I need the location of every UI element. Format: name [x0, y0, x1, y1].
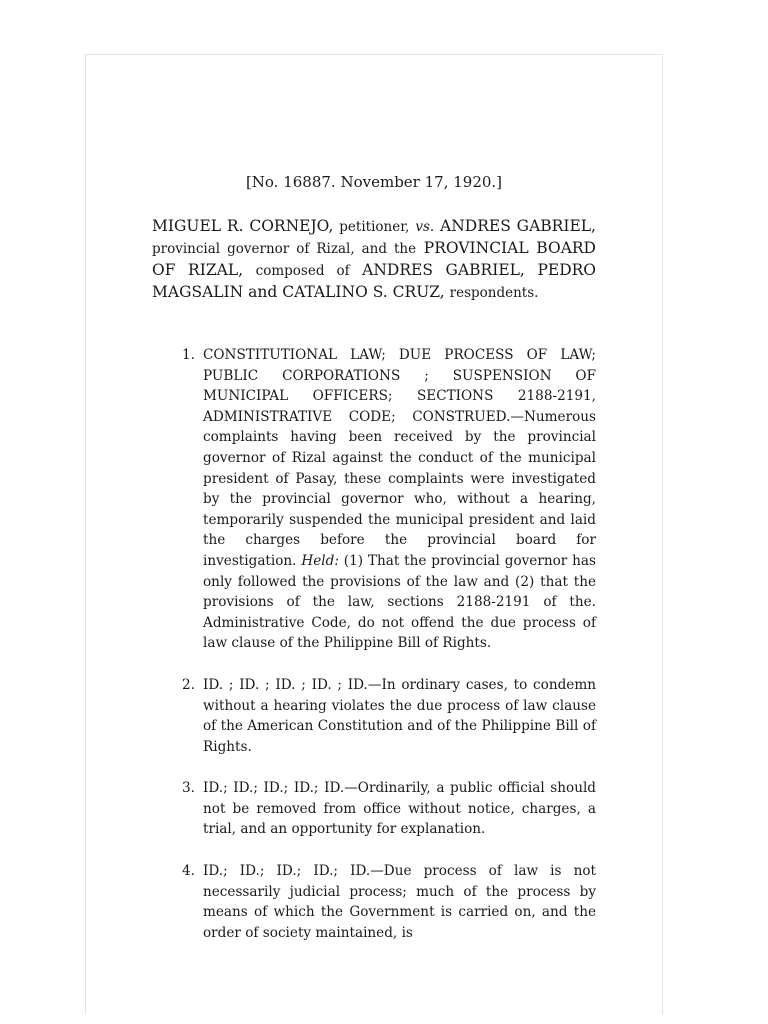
syllabus-item [182, 675, 596, 757]
respondent-name: ANDRES GABRIEL, [440, 217, 596, 235]
item-number: 3. [182, 780, 195, 797]
syllabus-list [182, 345, 596, 964]
item-text: ID.; ID.; ID.; ID.; ID.—Ordinarily, a public official should not be removed from office without notice, charges, a trial, and an opportunity for explanation. [203, 780, 596, 838]
board-members: ANDRES GABRIEL, PEDRO MAGSALIN and CATALINO S. CRUZ, [152, 261, 596, 301]
document-page [85, 54, 663, 1014]
syllabus-item [182, 861, 596, 943]
syllabus-item [182, 345, 596, 654]
item-text: ID.; ID.; ID.; ID.; ID.—Due process of law is not necessarily judicial process; much of the process by means of which the Government is carried on, and the order of society maintained, is [203, 863, 596, 941]
petitioner-name: MIGUEL R. CORNEJO, [152, 217, 334, 235]
petitioner-role: petitioner, [339, 219, 410, 235]
composed-of: composed of [255, 263, 350, 279]
item-text-continued: (1) That the provincial governor has only followed the provisions of the law and (2) that the provisions of the law, sections 2188-2191 of the. Administrative Code, do not offend the due process of law clause of the Philippine Bill of Rights. [203, 552, 596, 652]
respondent-description: provincial governor of Rizal, and the [152, 241, 417, 257]
item-number: 2. [182, 676, 195, 693]
versus: vs. [415, 219, 435, 235]
case-number: [No. 16887. November 17, 1920.] [245, 173, 503, 191]
item-text: CONSTITUTIONAL LAW; DUE PROCESS OF LAW; PUBLIC CORPORATIONS ; SUSPENSION OF MUNICIPAL OFFICERS; SECTIONS 2188-2191, ADMINISTRATIVE CODE; CONSTRUED.—Numerous complaints having been received by the provincial governor of Rizal against the conduct of the municipal president of Pasay, these complaints were investigated by the provincial governor who, without a hearing, temporarily suspended the municipal president and laid the charges before the provincial board for investigation. [203, 347, 596, 569]
case-caption [152, 216, 596, 304]
item-number: 4. [182, 863, 195, 880]
provincial-board: PROVINCIAL BOARD OF RIZAL, [152, 239, 596, 279]
item-number: 1. [182, 347, 195, 363]
held-label: Held: [301, 552, 339, 569]
respondents-label: respondents. [449, 285, 539, 301]
item-text: ID. ; ID. ; ID. ; ID. ; ID.—In ordinary cases, to condemn without a hearing violates the due process of law clause of the American Constitution and of the Philippine Bill of Rights. [203, 676, 596, 755]
syllabus-item [182, 778, 596, 840]
